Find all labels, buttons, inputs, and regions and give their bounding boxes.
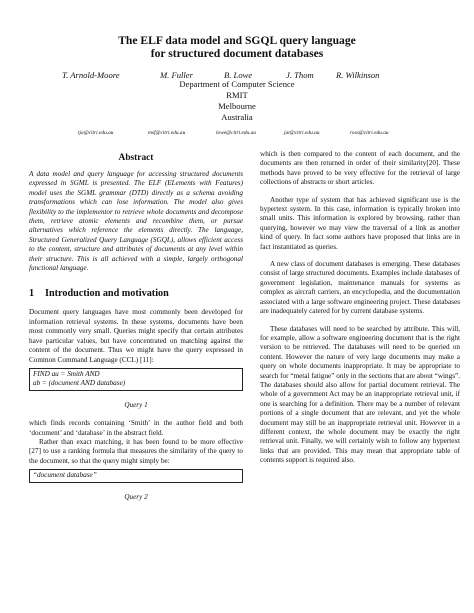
email-list <box>78 128 418 138</box>
query-2-line-1: “document database” <box>33 471 97 480</box>
right-paragraph-4: These databases will need to be searched by attribute. This will, for example, allow a software engineering document that is the right version to be retrieved. The databases will need to be queried on content. However the nature of very large documents may make a query on whole documents inappropriate. It may be appropriate to search for “metal fatigue” only in the sections that are about “wings”. The databases should also allow for partial document retrieval. The whole of a government Act may be an inappropriate retrieval unit, if one is searching for a definition. There may be a number of relevant portions of a single document that are relevant, and yet the whole document may still be an inappropriate retrieval unit. However in a different context, the whole document may be exactly the right retrieval unit. Finally, we will certainly wish to follow any hypertext links that are provided. This may mean that appropriate table of contents support is required also. <box>260 324 460 465</box>
email-1: tja@citri.edu.au <box>78 130 114 136</box>
email-4: jat@citri.edu.au <box>284 130 320 136</box>
affiliation-country: Australia <box>221 112 253 122</box>
email-2: msf@citri.edu.au <box>148 130 186 136</box>
author-4: J. Thom <box>286 70 314 80</box>
query-1-line-2: ab = (document AND database) <box>33 379 126 388</box>
section-heading <box>29 287 243 300</box>
query-1-box <box>29 368 243 391</box>
affiliation-city: Melbourne <box>218 101 256 111</box>
abstract-heading: Abstract <box>118 153 154 163</box>
left-column <box>29 152 243 511</box>
author-1: T. Arnold-Moore <box>62 70 120 80</box>
right-column <box>260 150 460 466</box>
right-paragraph-3: A new class of document databases is emerging. These databases consist of large structured documents. Examples include databases of government legislation, maintenance manuals for systems as complex as aircraft carriers, an encyclopedia, and the documentation associated with a large software engineering project. These databases are inadequately catered for by current database systems. <box>260 260 460 316</box>
email-3: lowe@citri.edu.au <box>216 130 256 136</box>
title-line-1: The ELF data model and SGQL query language <box>118 34 356 47</box>
author-3: B. Lowe <box>224 70 253 80</box>
intro-paragraph-3: Rather than exact matching, it has been found to be more effective [27] to use a ranking formula that measures the similarity of the query to the document, so that the query might simply be: <box>29 437 243 465</box>
query-1-line-1: FIND au = Smith AND <box>33 369 100 378</box>
query-1-caption: Query 1 <box>124 400 148 409</box>
section-number: 1 <box>29 288 35 300</box>
email-5: ross@citri.edu.au <box>350 130 389 136</box>
affiliation-org: RMIT <box>226 90 248 100</box>
right-paragraph-1: which is then compared to the content of each document, and the documents are then returned in order of their similarity[20]. These methods have proved to be very effective for the retrieval of large collections of abstracts or short articles. <box>260 150 460 187</box>
author-5: R. Wilkinson <box>336 70 380 80</box>
affiliation-dept: Department of Computer Science <box>179 79 295 89</box>
section-title: Introduction and motivation <box>45 288 169 300</box>
query-2-box <box>29 469 243 482</box>
author-2: M. Fuller <box>160 70 193 80</box>
paper-title <box>0 34 474 60</box>
affiliation <box>0 79 474 123</box>
right-paragraph-2: Another type of system that has achieved significant use is the hypertext system. In this case, information is typically broken into small units. This information is explored by browsing, rather than querying, however we may view the traversal of a link as another kind of query. In fact some authors have proposed that links are in fact instantiated as queries. <box>260 195 460 251</box>
abstract-text: A data model and query language for accessing structured documents expressed in SGML is presented. The ELF (ELements with Features) model uses the SGML grammar (DTD) directly as a schema avoiding transformations which can lose information. The model also gives flexibility to the implementor to retrieve whole documents and decompose them, retrieve atomic elements and recombine them, or pursue alternatives which reference the elements directly. The language, Structured Generalized Query Language (SGQL), allows efficient access to the content, structure and attributes of documents at any level within their structure. This is all achieved with a simple, largely orthogonal functional language. <box>29 170 243 273</box>
intro-paragraph-2: which finds records containing ‘Smith’ in the author field and both ‘document’ and ‘database’ in the abstract field. <box>29 419 243 437</box>
title-line-2: for structured document databases <box>150 47 324 60</box>
query-2-caption: Query 2 <box>124 492 148 501</box>
intro-paragraph-1: Document query languages have most commonly been developed for information retrieval systems. In these systems, documents have been most commonly very small. Queries might specify that certain attributes have particular values, but have concentrated on matching against the content of the document. Thus we might have the query expressed in Common Command Language (CCL) [11]: <box>29 308 243 364</box>
